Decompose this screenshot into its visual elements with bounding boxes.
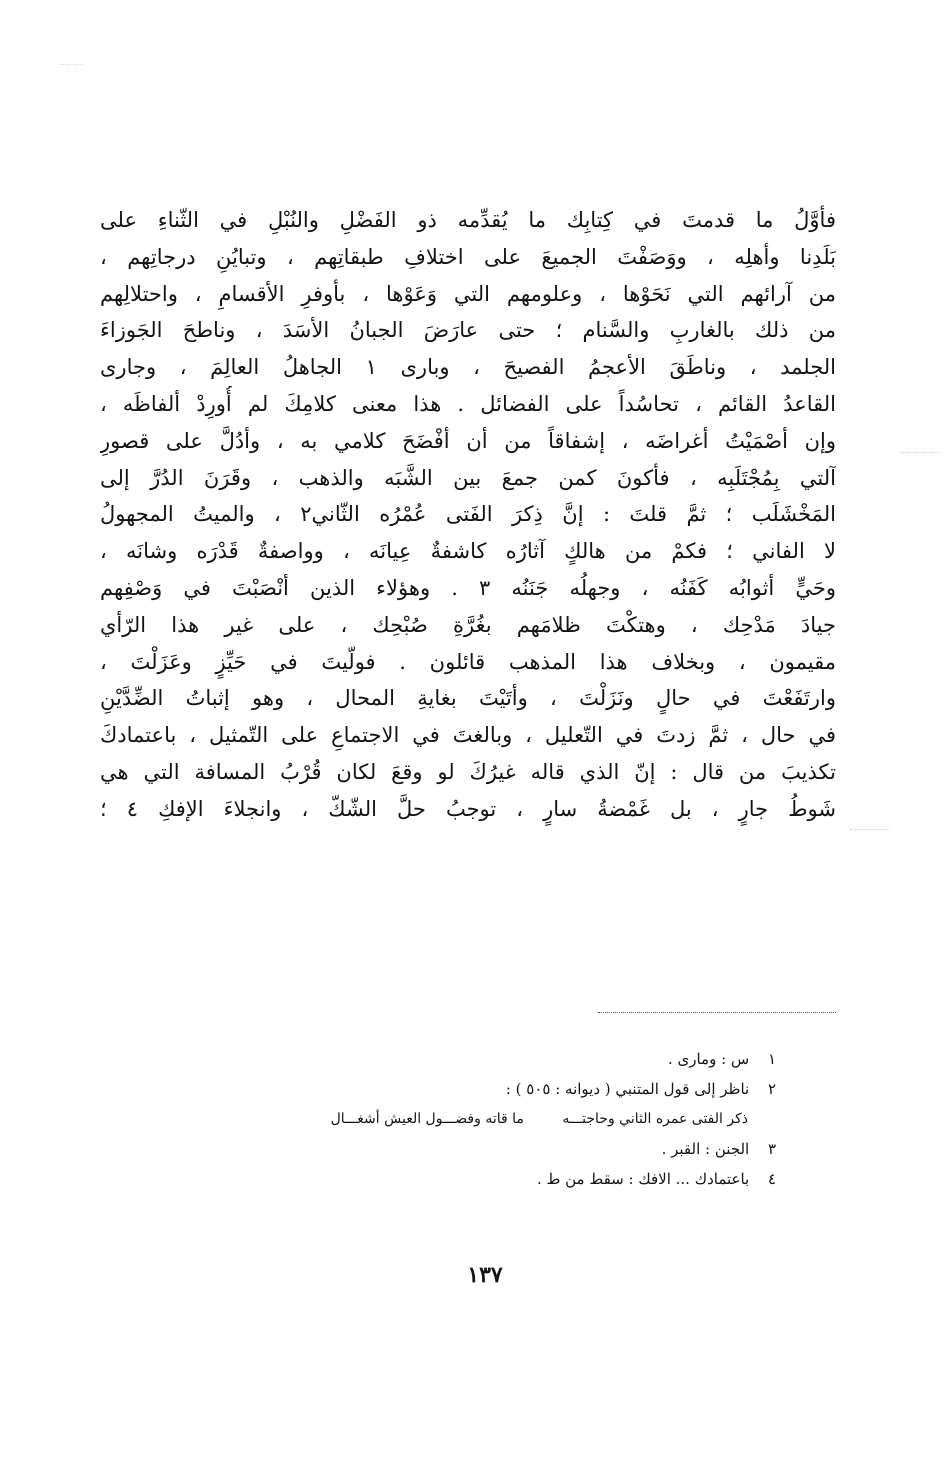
verse-second-hemistich: ما قاته وفضـــول العيش أشغـــال: [330, 1111, 524, 1127]
footnote-2: [176, 1074, 776, 1104]
margin-mark: [850, 829, 890, 831]
footnote-text: س : ومارى .: [667, 1050, 750, 1068]
text-line: شَوطُ جارٍ ، بل غَمْضةُ سارٍ ، توجبُ حلَّ الشّكّ ، وانجلاءَ الإفكِ ٤ ؛: [100, 796, 836, 821]
text-line: آلتي بِمُجْتَلَبِه ، فأكونَ كمن جمعَ بين الشَّبَه والذهب ، وقَرَنَ الدُرَّ إلى: [100, 465, 836, 490]
footnote-number: ٤: [767, 1170, 776, 1188]
poem-verse: [176, 1104, 776, 1134]
text-line: القاعدُ القائم ، تحاسُداً على الفضائل . هذا معنى كلامِكَ لم أُورِدْ ألفاظَه ،: [100, 391, 836, 416]
footnote-text: الجنن : القبر .: [661, 1140, 750, 1158]
margin-mark: [900, 452, 940, 454]
main-text: [100, 202, 836, 828]
footnote-text: ناظر إلى قول المتنبي ( ديوانه : ٥٠٥ ) :: [505, 1080, 750, 1098]
footnote-number: ٢: [767, 1080, 776, 1098]
footnote-text: باعتمادك ... الافك : سقط من ط .: [536, 1170, 750, 1188]
footnote-number: ٣: [767, 1140, 776, 1158]
text-line: وإن أصْمَيْتُ أغراضَه ، إشفاقاً من أن أفْضَحَ كلامي به ، وأدُلَّ على قصورِ: [100, 428, 836, 453]
text-line: من ذلك بالغاربِ والسَّنام ؛ حتى عارَضَ الجبانُ الأسَدَ ، وناطحَ الجَوزاءَ: [100, 318, 836, 343]
footnote-1: [176, 1044, 776, 1074]
footnote-separator: [598, 1012, 836, 1013]
text-line: لا الفاني ؛ فكمْ من هالكٍ آثارُه كاشفةٌ عِيانَه ، وواصفةٌ قَدْرَه وشانَه ،: [100, 539, 836, 564]
text-line: وارتَفَعْتَ في حالٍ ونَزَلْتَ ، وأتَيْتَ بغايةِ المحال ، وهو إثباتُ الضِّدَّيْنِ: [100, 686, 836, 711]
verse-first-hemistich: ذكر الفتى عمره الثاني وحاجتـــه: [562, 1111, 748, 1127]
text-line: في حال ، ثمَّ زدتَ في التّعليل ، وبالغتَ في الاجتماعِ على التّمثيل ، باعتمادكَ: [100, 723, 836, 748]
text-line: مقيمون ، وبخلاف هذا المذهب قائلون . فولّيتَ في حَيِّزٍ وعَزَلْتَ ،: [100, 649, 836, 674]
text-line: وحَيٍّ أثوابُه كَفَنُه ، وجهلُه جَنَنُه ٣ . وهؤلاء الذين أنْصَبْتَ في وَصْفِهم: [100, 575, 836, 600]
text-line: المَخْشَلَب ؛ ثمَّ قلتَ : إنَّ ذِكرَ الفَتى عُمْرُه الثّاني٢ ، والميتُ المجهولُ: [100, 502, 836, 527]
text-line: تكذيبَ من قال : إنّ الذي قاله غيرُكَ لو وقعَ لكان قُرْبُ المسافة التي هي: [100, 759, 836, 784]
text-line: جيادَ مَدْحِك ، وهتكْتَ ظلامَهم بغُرَّةِ صُبْحِك ، على غير هذا الرّأي: [100, 612, 836, 637]
text-line: الجلمد ، وناطَقَ الأعجمُ الفصيحَ ، وبارى ١ الجاهلُ العالِمَ ، وجارى: [100, 355, 836, 380]
text-line: بَلَدِنا وأهلِه ، ووَصَفْتَ الجميعَ على اختلافِ طبقاتِهم ، وتبايُنِ درجاتِهم ،: [100, 244, 836, 269]
page-number: ١٣٧: [467, 1262, 503, 1288]
footnote-4: [176, 1164, 776, 1194]
footnote-3: [176, 1134, 776, 1164]
text-line: فأوَّلُ ما قدمتَ في كِتابِك ما يُقدِّمه ذو الفَضْلِ والنُبْلِ في الثّناءِ على: [100, 208, 836, 232]
text-line: من آرائهم التي نَحَوْها ، وعلومهم التي وَعَوْها ، بأوفرِ الأقسامِ ، واحتلالِهم: [100, 281, 836, 306]
scan-speck: [60, 64, 84, 69]
footnotes: [176, 1044, 776, 1194]
footnote-number: ١: [767, 1050, 776, 1068]
